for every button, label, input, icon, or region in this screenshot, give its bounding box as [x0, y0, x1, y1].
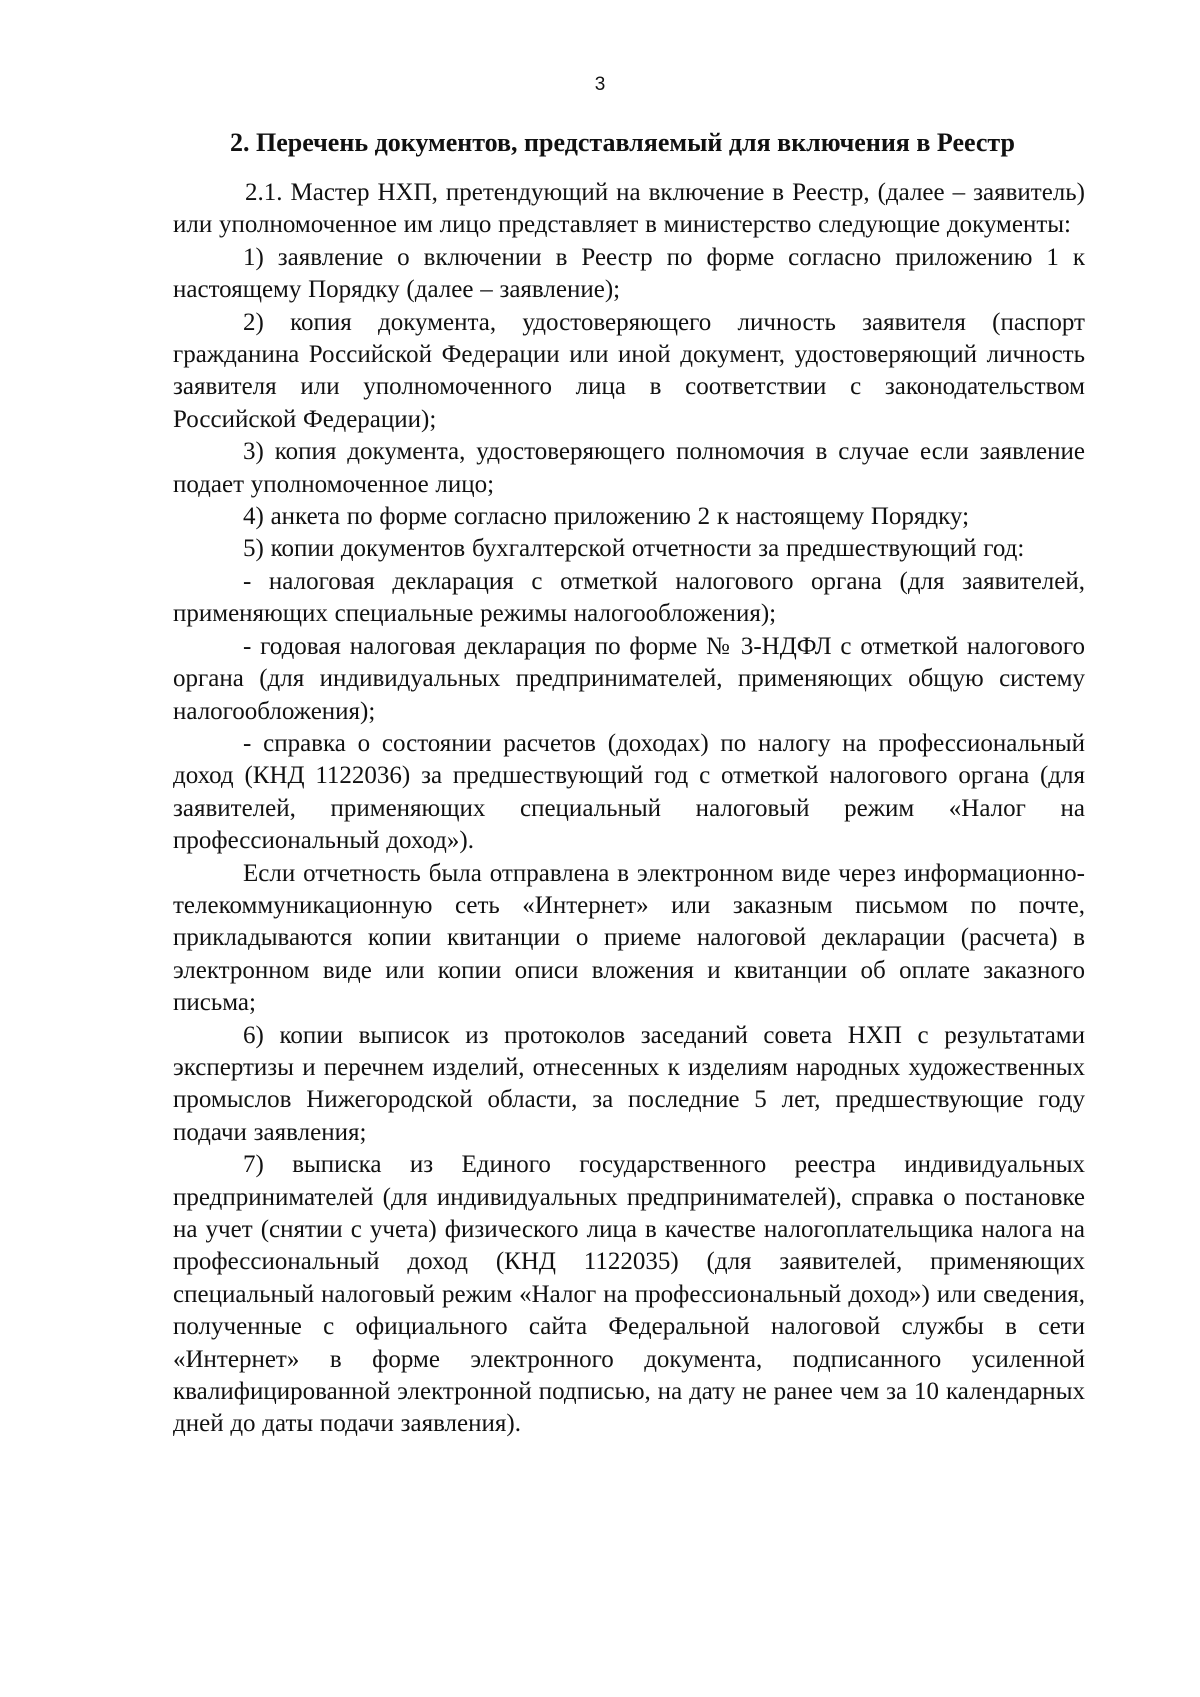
- list-item-2: 2) копия документа, удостоверяющего личность заявителя (паспорт гражданина Российской Федерации или иной документ, удостоверяющий личность заявителя или уполномоченного лица в соответствии с законодательством Российской Федерации);: [173, 308, 1085, 433]
- list-item-5: 5) копии документов бухгалтерской отчетности за предшествующий год:: [243, 535, 1025, 563]
- paragraph-2-1: 2.1. Мастер НХП, претендующий на включение в Реестр, (далее – заявитель) или уполномоченное им лицо представляет в министерство следующие документы:: [173, 179, 1085, 239]
- paragraph-electronic-submission: Если отчетность была отправлена в электронном виде через информационно-телекоммуникационную сеть «Интернет» или заказным письмом по почте, прикладываются копии квитанции о приеме налоговой декларации (расчета) в электронном виде или копии описи вложения и квитанции об оплате заказного письма;: [173, 859, 1085, 1017]
- page-number: 3: [594, 74, 606, 95]
- sub-item-annual-declaration: - годовая налоговая декларация по форме № 3-НДФЛ с отметкой налогового органа (для индивидуальных предпринимателей, применяющих общую систему налогообложения);: [173, 632, 1085, 725]
- sub-item-tax-declaration: - налоговая декларация с отметкой налогового органа (для заявителей, применяющих специальные режимы налогообложения);: [173, 567, 1085, 628]
- document-body: [173, 177, 1085, 1441]
- list-item-6: 6) копии выписок из протоколов заседаний совета НХП с результатами экспертизы и перечнем изделий, отнесенных к изделиям народных художественных промыслов Нижегородской области, за последние 5 лет, предшествующие году подачи заявления;: [173, 1021, 1085, 1146]
- list-item-7: 7) выписка из Единого государственного реестра индивидуальных предпринимателей (для индивидуальных предпринимателей), справка о постановке на учет (снятии с учета) физического лица в качестве налогоплательщика налога на профессиональный доход (КНД 1122035) (для заявителей, применяющих специальный налоговый режим «Налог на профессиональный доход») или сведения, полученные с официального сайта Федеральной налоговой службы в сети «Интернет» в форме электронного документа, подписанного усиленной квалифицированной электронной подписью, на дату не ранее чем за 10 календарных дней до даты подачи заявления).: [173, 1151, 1085, 1438]
- list-item-1: 1) заявление о включении в Реестр по форме согласно приложению 1 к настоящему Порядку (далее – заявление);: [173, 243, 1085, 304]
- list-item-3: 3) копия документа, удостоверяющего полномочия в случае если заявление подает уполномоченное лицо;: [173, 438, 1085, 498]
- list-item-4: 4) анкета по форме согласно приложению 2 к настоящему Порядку;: [243, 503, 970, 531]
- section-heading: 2. Перечень документов, представляемый для включения в Реестр: [230, 128, 1015, 157]
- sub-item-income-statement: - справка о состоянии расчетов (доходах) по налогу на профессиональный доход (КНД 1122036) за предшествующий год с отметкой налогового органа (для заявителей, применяющих специальный налоговый режим «Налог на профессиональный доход»).: [173, 729, 1085, 855]
